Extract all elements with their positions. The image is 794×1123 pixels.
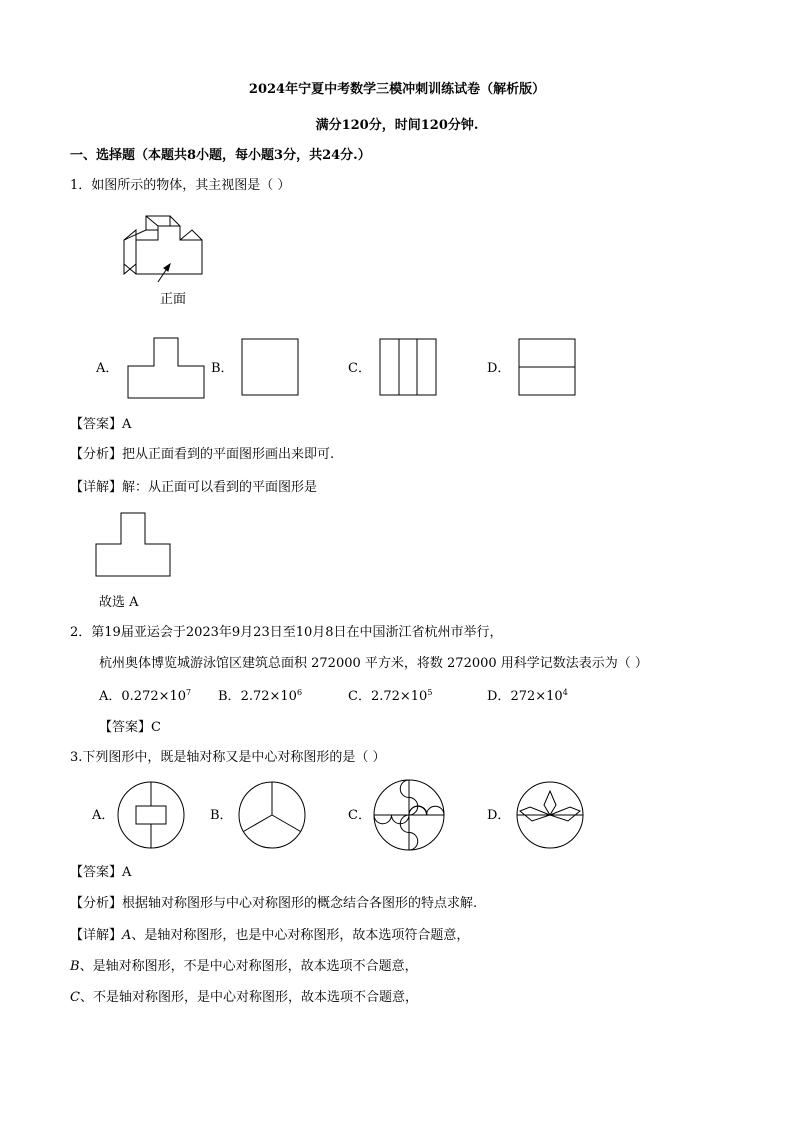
q2-option-a-exponent: 7 bbox=[186, 688, 192, 697]
q3-detail-label: 【详解】 bbox=[70, 928, 123, 943]
q1-option-d-label: D． bbox=[487, 361, 511, 376]
q3-analysis: 【分析】根据轴对称图形与中心对称图形的概念结合各图形的特点求解. bbox=[70, 896, 478, 911]
q2-option-b-exponent: 6 bbox=[296, 688, 303, 697]
q1-option-d-figure bbox=[518, 338, 578, 398]
q3-answer: 【答案】A bbox=[70, 865, 132, 880]
q2-option-d-value: 272×10 bbox=[510, 689, 563, 704]
q2-option-a bbox=[99, 689, 191, 705]
q1-stem: 1．如图所示的物体，其主视图是（ ） bbox=[70, 178, 291, 193]
q2-option-c-label: C． bbox=[348, 689, 371, 704]
q1-detail: 【详解】解：从正面可以看到的平面图形是 bbox=[70, 480, 318, 495]
q3-detail-a-letter: A bbox=[122, 928, 132, 943]
page-title: 2024年宁夏中考数学三模冲刺训练试卷（解析版） bbox=[248, 82, 546, 97]
q2-option-b-label: B． bbox=[218, 689, 241, 704]
q3-option-c-figure bbox=[373, 779, 447, 853]
q2-option-a-value: 0.272×10 bbox=[121, 689, 187, 704]
q3-detail-c bbox=[70, 990, 418, 1006]
q2-option-c bbox=[348, 689, 432, 705]
q1-analysis: 【分析】把从正面看到的平面图形画出来即可. bbox=[70, 447, 335, 462]
q3-detail-a bbox=[70, 928, 469, 944]
q3-option-c-label: C． bbox=[348, 808, 371, 823]
q3-option-b-figure bbox=[238, 781, 308, 851]
q1-answer: 【答案】A bbox=[70, 417, 132, 432]
exam-meta: 满分120分，时间120分钟. bbox=[315, 118, 479, 133]
q2-option-b-value: 2.72×10 bbox=[240, 689, 297, 704]
q1-option-c-label: C． bbox=[348, 361, 371, 376]
q2-option-c-exponent: 5 bbox=[427, 688, 433, 697]
q2-answer: 【答案】C bbox=[99, 720, 161, 735]
q2-stem-line1: 2．第19届亚运会于2023年9月23日至10月8日在中国浙江省杭州市举行， bbox=[70, 625, 503, 640]
q3-option-d-label: D． bbox=[487, 808, 511, 823]
q1-conclusion: 故选 A bbox=[99, 595, 139, 610]
q3-detail-b bbox=[70, 959, 418, 975]
q2-option-d-exponent: 4 bbox=[562, 688, 568, 697]
q2-option-b bbox=[218, 689, 302, 705]
q1-option-a-label: A． bbox=[96, 361, 119, 376]
q3-detail-c-text: 、不是轴对称图形，是中心对称图形，故本选项不合题意， bbox=[79, 990, 418, 1005]
q3-detail-a-text: 、是轴对称图形，也是中心对称图形，故本选项符合题意， bbox=[131, 928, 470, 943]
q3-option-b-label: B． bbox=[210, 808, 233, 823]
q1-solution-figure bbox=[95, 512, 175, 578]
q2-option-c-value: 2.72×10 bbox=[370, 689, 428, 704]
q2-option-a-label: A． bbox=[99, 689, 122, 704]
q2-stem-line2: 杭州奥体博览城游泳馆区建筑总面积 272000 平方米，将数 272000 用科学记数法表示为（ ） bbox=[99, 656, 648, 671]
q2-option-d bbox=[487, 689, 568, 705]
q1-front-label: 正面 bbox=[160, 292, 187, 307]
q3-option-a-figure bbox=[117, 781, 187, 851]
q2-option-d-label: D． bbox=[487, 689, 511, 704]
q1-option-b-label: B． bbox=[211, 361, 234, 376]
q3-detail-b-text: 、是轴对称图形，不是中心对称图形，故本选项不合题意， bbox=[79, 959, 418, 974]
q3-stem: 3.下列图形中，既是轴对称又是中心对称图形的是（ ） bbox=[70, 750, 386, 765]
q1-option-b-figure bbox=[241, 338, 301, 398]
q1-option-c-figure bbox=[379, 338, 439, 398]
q3-detail-b-letter: B bbox=[70, 959, 80, 974]
q3-detail-c-letter: C bbox=[70, 990, 80, 1005]
q1-option-a-figure bbox=[126, 336, 206, 400]
q3-option-a-label: A． bbox=[92, 808, 115, 823]
section-heading: 一、选择题（本题共8小题，每小题3分，共24分.） bbox=[70, 148, 371, 163]
q3-option-d-figure bbox=[516, 781, 586, 851]
q1-solid-figure bbox=[120, 212, 220, 282]
